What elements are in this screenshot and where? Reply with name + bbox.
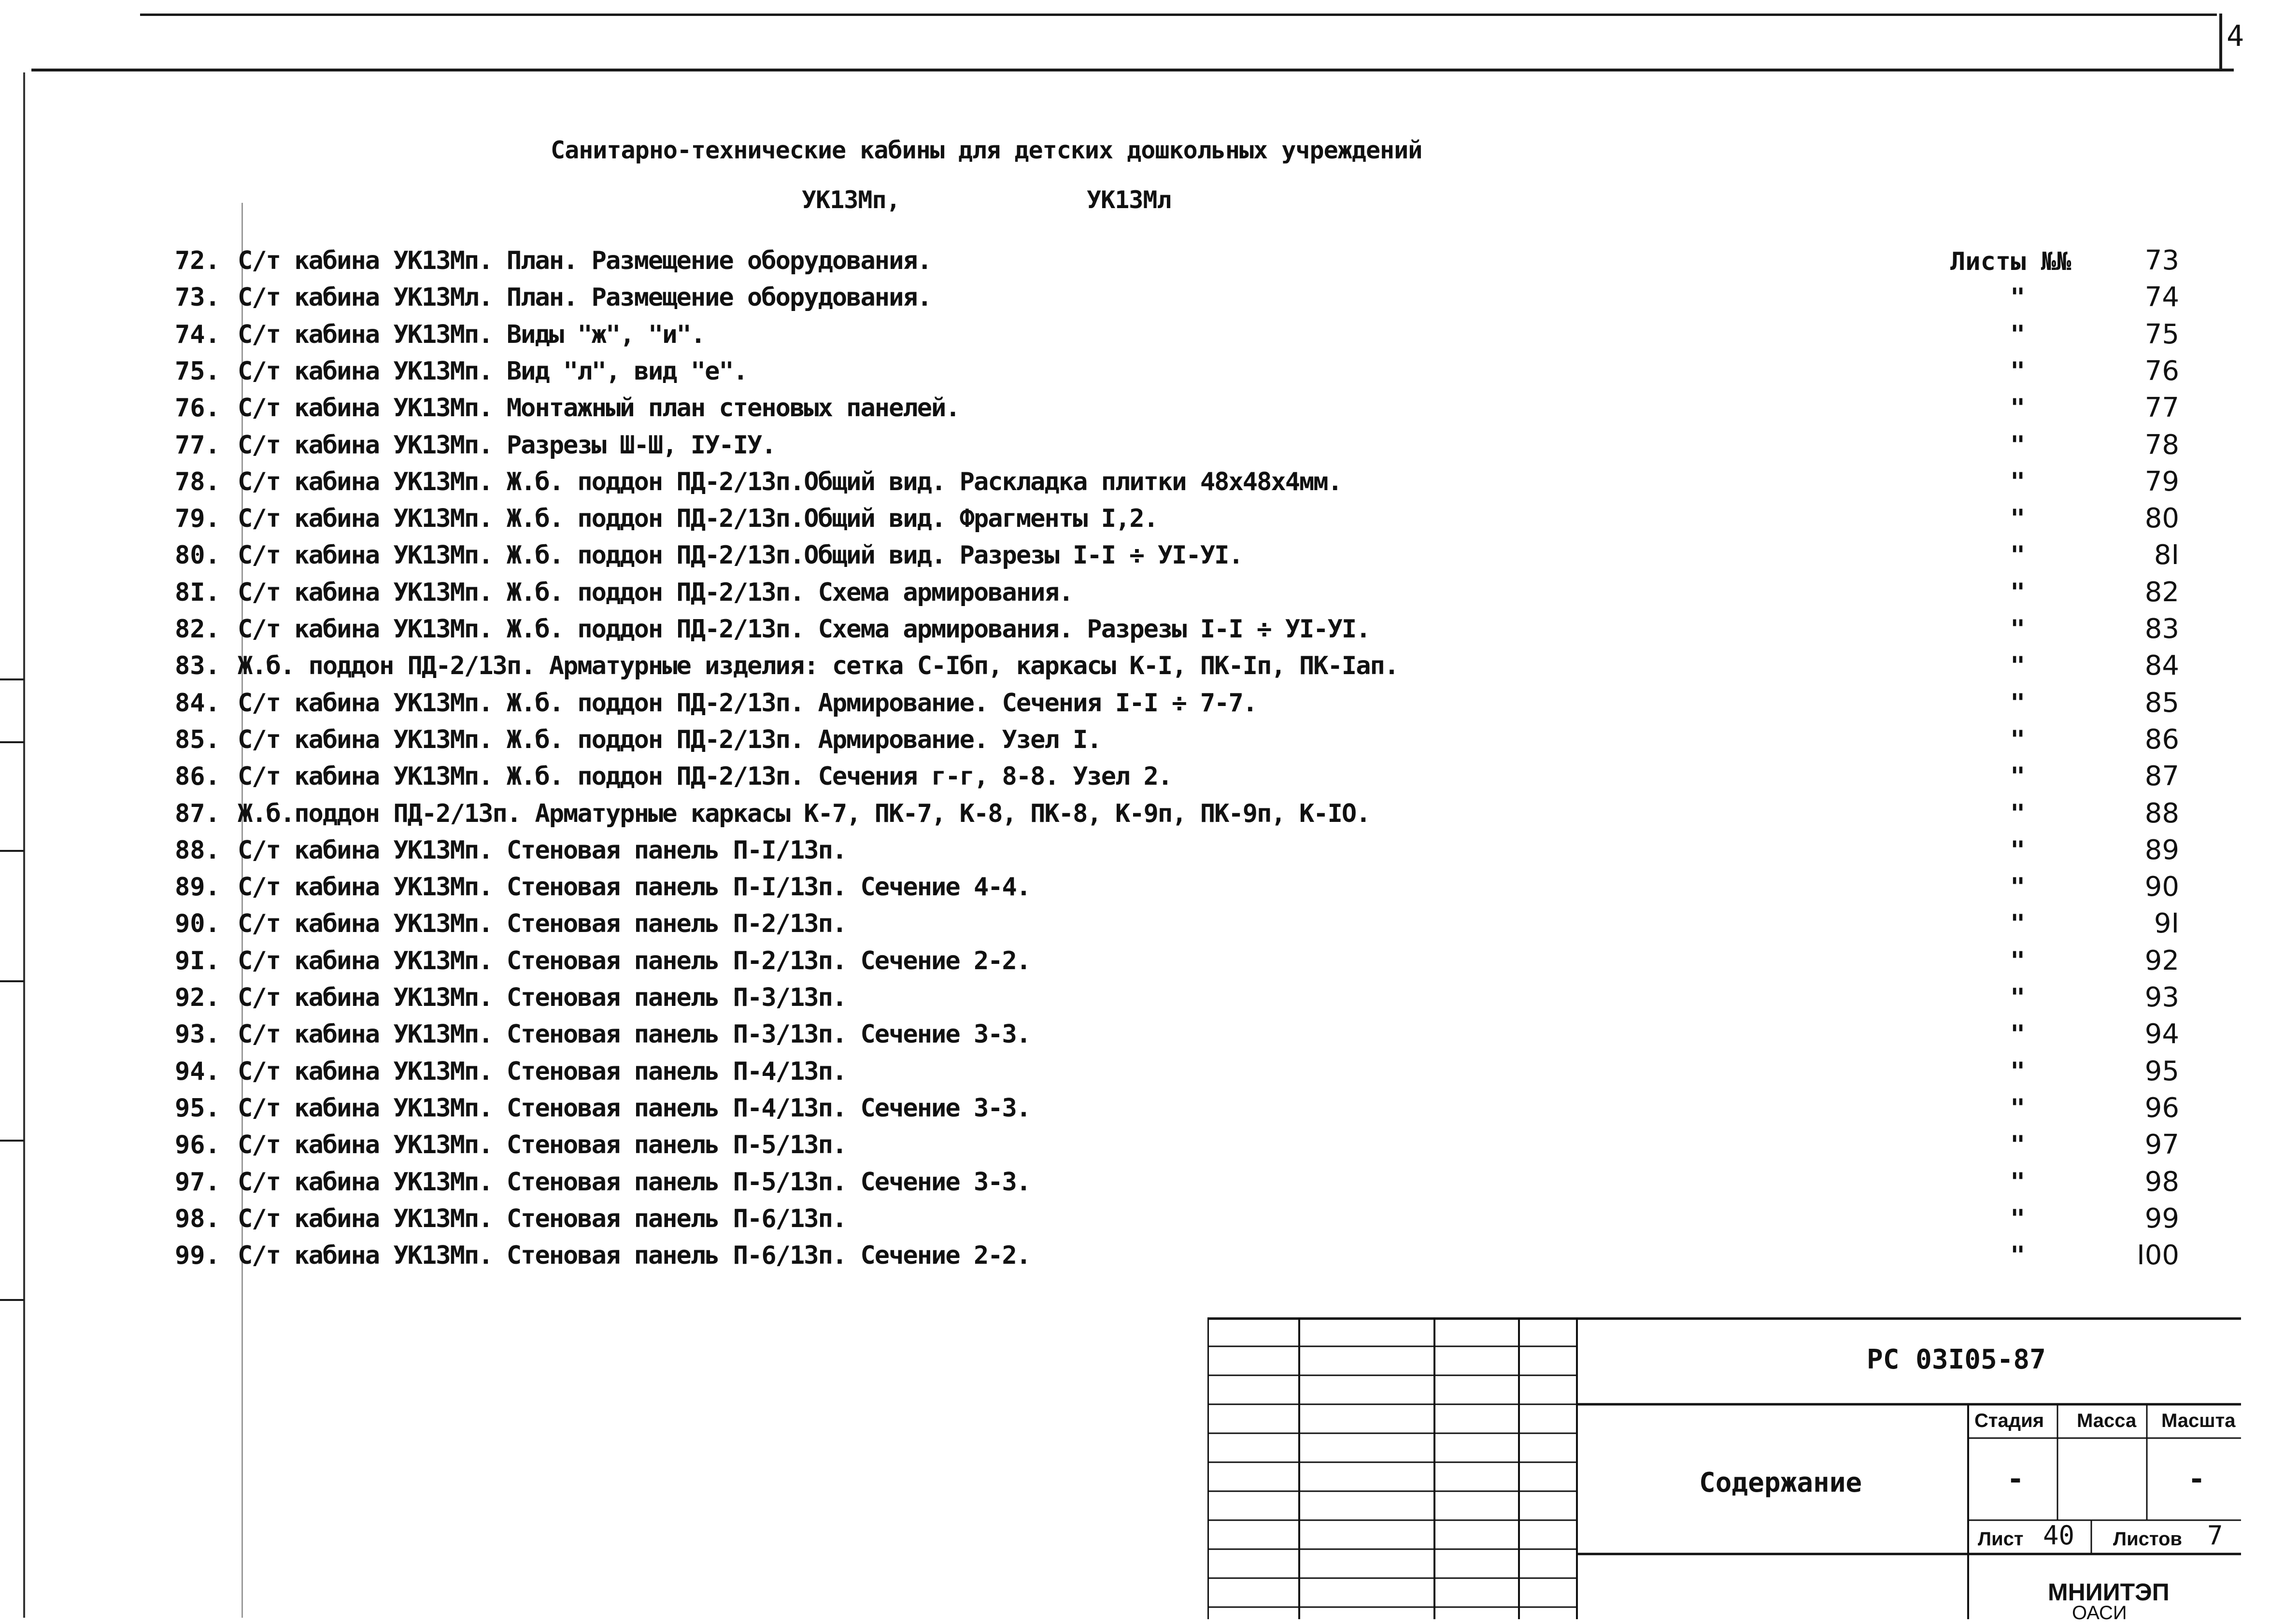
- item-number: 83.: [175, 651, 220, 681]
- ditto-mark: ": [2010, 504, 2026, 534]
- ditto-mark: ": [2010, 320, 2026, 349]
- item-text: С/т кабина УК13Мп. Вид "л", вид "е".: [238, 356, 748, 386]
- document-code: РС 03I05-87: [1867, 1344, 2046, 1375]
- list-item: [175, 427, 2194, 464]
- ditto-mark: ": [2010, 725, 2026, 754]
- list-item: [175, 574, 2194, 611]
- item-text: С/т кабина УК13Мп. Ж.б. поддон ПД-2/13п. Армирование. Узел I.: [238, 725, 1101, 754]
- list-item: [175, 905, 2194, 942]
- list-item: [175, 537, 2194, 574]
- ditto-mark: ": [2010, 578, 2026, 607]
- sheet-number: 75: [2144, 318, 2179, 350]
- ditto-mark: ": [2010, 835, 2026, 865]
- item-text: С/т кабина УК13Мл. План. Размещение оборудования.: [238, 283, 932, 312]
- list-item: [175, 1053, 2194, 1090]
- sheet-value: 40: [2043, 1520, 2075, 1551]
- item-text: С/т кабина УК13Мп. Стеновая панель П-I/13п. Сечение 4-4.: [238, 873, 1031, 902]
- list-item: [175, 685, 2194, 721]
- item-number: 72.: [175, 246, 220, 275]
- list-item: [175, 943, 2194, 979]
- ditto-mark: ": [2010, 394, 2026, 423]
- ditto-mark: ": [2010, 1020, 2026, 1049]
- sheet-label: Лист: [1978, 1528, 2024, 1550]
- margin-tick: [0, 678, 24, 680]
- item-text: С/т кабина УК13Мп. Ж.б. поддон ПД-2/13п.Общий вид. Разрезы I-I ÷ УI-УI.: [238, 541, 1243, 570]
- item-text: С/т кабина УК13Мп. Ж.б. поддон ПД-2/13п. Сечения г-г, 8-8. Узел 2.: [238, 762, 1172, 791]
- list-item: [175, 316, 2194, 353]
- item-number: 85.: [175, 725, 220, 754]
- corner-mark: 4: [2227, 19, 2244, 53]
- list-item: [175, 390, 2194, 426]
- item-number: 93.: [175, 1020, 220, 1049]
- ditto-mark: ": [2010, 1204, 2026, 1233]
- item-number: 89.: [175, 873, 220, 902]
- item-number: 77.: [175, 430, 220, 460]
- item-text: С/т кабина УК13Мп. Стеновая панель П-4/13п.: [238, 1057, 847, 1086]
- list-item: [175, 464, 2194, 500]
- ditto-mark: ": [2010, 651, 2026, 681]
- item-number: 95.: [175, 1093, 220, 1123]
- ditto-mark: ": [2010, 1057, 2026, 1086]
- sheet-number: 79: [2144, 466, 2179, 497]
- sheet-number: 8I: [2154, 539, 2179, 571]
- sheet-number: 9I: [2154, 908, 2179, 940]
- list-item: [175, 279, 2194, 316]
- sheet-number: 83: [2144, 613, 2179, 645]
- item-text: С/т кабина УК13Мп. Стеновая панель П-5/13п. Сечение 3-3.: [238, 1167, 1031, 1197]
- scale-label: Масшта: [2161, 1410, 2236, 1431]
- list-item: [175, 832, 2194, 869]
- item-text: С/т кабина УК13Мп. Стеновая панель П-6/13п. Сечение 2-2.: [238, 1241, 1031, 1271]
- sheet-number: 99: [2144, 1202, 2179, 1234]
- item-text: С/т кабина УК13Мп. Монтажный план стеновых панелей.: [238, 394, 960, 423]
- margin-tick: [0, 1299, 24, 1301]
- item-number: 78.: [175, 467, 220, 496]
- item-number: 94.: [175, 1057, 220, 1086]
- item-text: С/т кабина УК13Мп. План. Размещение оборудования.: [238, 246, 932, 275]
- ditto-mark: ": [2010, 946, 2026, 975]
- frame-top-line-inner: [31, 69, 2234, 71]
- sheet-number: 94: [2144, 1018, 2179, 1050]
- item-text: С/т кабина УК13Мп. Ж.б. поддон ПД-2/13п. Схема армирования. Разрезы I-I ÷ УI-УI.: [238, 615, 1370, 644]
- item-number: 90.: [175, 909, 220, 939]
- list-item: [175, 1200, 2194, 1237]
- ditto-mark: ": [2010, 283, 2026, 312]
- item-number: 96.: [175, 1130, 220, 1160]
- ditto-mark: ": [2010, 430, 2026, 460]
- item-number: 92.: [175, 983, 220, 1012]
- item-text: С/т кабина УК13Мп. Стеновая панель П-2/13п. Сечение 2-2.: [238, 946, 1031, 975]
- item-number: 75.: [175, 356, 220, 386]
- list-item: [175, 500, 2194, 537]
- ditto-mark: ": [2010, 356, 2026, 386]
- sheet-number: 92: [2144, 945, 2179, 976]
- item-number: 76.: [175, 394, 220, 423]
- list-item: [175, 869, 2194, 905]
- item-text: С/т кабина УК13Мп. Разрезы Ш-Ш, IУ-IУ.: [238, 430, 776, 460]
- margin-tick: [0, 850, 24, 852]
- item-text: Ж.б. поддон ПД-2/13п. Арматурные изделия: сетка С-Iбп, каркасы К-I, ПК-Iп, ПК-Iап.: [238, 651, 1399, 681]
- sheet-number: 85: [2144, 687, 2179, 719]
- sheet-number: 96: [2144, 1092, 2179, 1124]
- mass-label: Масса: [2077, 1410, 2137, 1431]
- organization-sub: ОАСИ: [2072, 1602, 2127, 1624]
- ditto-mark: ": [2010, 688, 2026, 718]
- item-text: С/т кабина УК13Мп. Виды "ж", "и".: [238, 320, 705, 349]
- list-item: [175, 353, 2194, 390]
- list-item: [175, 611, 2194, 648]
- sheet-number: 73: [2144, 245, 2179, 276]
- ditto-mark: ": [2010, 1093, 2026, 1123]
- list-item: [175, 1237, 2194, 1274]
- sheet-number: 84: [2144, 650, 2179, 682]
- left-binding-line: [23, 72, 25, 1618]
- document-title: Содержание: [1699, 1467, 1862, 1498]
- ditto-mark: ": [2010, 1167, 2026, 1197]
- item-text: С/т кабина УК13Мп. Ж.б. поддон ПД-2/13п. Армирование. Сечения I-I ÷ 7-7.: [238, 688, 1257, 718]
- ditto-mark: ": [2010, 541, 2026, 570]
- item-text: С/т кабина УК13Мп. Стеновая панель П-3/13п. Сечение 3-3.: [238, 1020, 1031, 1049]
- item-text: С/т кабина УК13Мп. Стеновая панель П-5/13п.: [238, 1130, 847, 1160]
- sheet-number: 82: [2144, 576, 2179, 608]
- item-text: Ж.б.поддон ПД-2/13п. Арматурные каркасы К-7, ПК-7, К-8, ПК-8, К-9п, ПК-9п, К-IО.: [238, 799, 1370, 828]
- sheet-number: 86: [2144, 723, 2179, 755]
- sheet-number: 80: [2144, 503, 2179, 535]
- sheet-number: 74: [2144, 282, 2179, 313]
- margin-tick: [0, 741, 24, 743]
- organization-name: МНИИТЭП: [2048, 1579, 2170, 1606]
- sheet-number: 78: [2144, 429, 2179, 461]
- list-item: [175, 721, 2194, 758]
- sheet-number: 88: [2144, 797, 2179, 829]
- sheet-number: 93: [2144, 982, 2179, 1013]
- list-item: [175, 758, 2194, 795]
- sheet-number: 90: [2144, 871, 2179, 903]
- item-number: 9I.: [175, 946, 220, 975]
- list-item: [175, 648, 2194, 684]
- ditto-mark: ": [2010, 799, 2026, 828]
- sheet-number: 97: [2144, 1129, 2179, 1161]
- sheet-number: 95: [2144, 1055, 2179, 1087]
- sheets-count-label: Листов: [2113, 1528, 2182, 1550]
- item-number: 73.: [175, 283, 220, 312]
- stage-value: -: [2007, 1462, 2025, 1496]
- list-item: [175, 1164, 2194, 1200]
- item-number: 86.: [175, 762, 220, 791]
- ditto-mark: ": [2010, 615, 2026, 644]
- margin-tick: [0, 1140, 24, 1142]
- sheet-number: 98: [2144, 1166, 2179, 1198]
- item-text: С/т кабина УК13Мп. Ж.б. поддон ПД-2/13п.Общий вид. Фрагменты I,2.: [238, 504, 1158, 534]
- ditto-mark: ": [2010, 762, 2026, 791]
- page-title: Санитарно-технические кабины для детских дошкольных учреждений: [551, 136, 1422, 164]
- list-item: [175, 1090, 2194, 1127]
- ditto-mark: ": [2010, 983, 2026, 1012]
- frame-top-line-outer: [140, 14, 2217, 16]
- ditto-mark: ": [2010, 873, 2026, 902]
- cabin-code-1: УК13Мп,: [802, 186, 900, 214]
- cabin-code-2: УК13Мл: [1087, 186, 1171, 214]
- item-number: 80.: [175, 541, 220, 570]
- item-text: С/т кабина УК13Мп. Стеновая панель П-2/13п.: [238, 909, 847, 939]
- item-text: С/т кабина УК13Мп. Стеновая панель П-6/13п.: [238, 1204, 847, 1233]
- stage-label: Стадия: [1974, 1410, 2044, 1431]
- item-number: 88.: [175, 835, 220, 865]
- list-item: [175, 242, 2194, 279]
- margin-tick: [0, 980, 24, 982]
- item-text: С/т кабина УК13Мп. Ж.б. поддон ПД-2/13п. Схема армирования.: [238, 578, 1073, 607]
- title-block: [1207, 1317, 2270, 1624]
- ditto-mark: ": [2010, 1130, 2026, 1160]
- item-text: С/т кабина УК13Мп. Стеновая панель П-4/13п. Сечение 3-3.: [238, 1093, 1031, 1123]
- item-text: С/т кабина УК13Мп. Ж.б. поддон ПД-2/13п.Общий вид. Раскладка плитки 48х48х4мм.: [238, 467, 1342, 496]
- sheet-number: 76: [2144, 355, 2179, 387]
- item-number: 84.: [175, 688, 220, 718]
- list-item: [175, 979, 2194, 1016]
- ditto-mark: ": [2010, 909, 2026, 939]
- item-number: 74.: [175, 320, 220, 349]
- sheets-count-value: 7: [2207, 1520, 2223, 1551]
- scale-value: -: [2188, 1462, 2206, 1496]
- ditto-mark: ": [2010, 1241, 2026, 1271]
- item-number: 87.: [175, 799, 220, 828]
- sheets-column-label: Листы №№: [1950, 247, 2071, 276]
- sheet-number: 87: [2144, 761, 2179, 792]
- list-item: [175, 1127, 2194, 1163]
- item-number: 8I.: [175, 578, 220, 607]
- list-item: [175, 1016, 2194, 1053]
- sheet-number: 77: [2144, 392, 2179, 424]
- ditto-mark: ": [2010, 467, 2026, 496]
- sheet-number: 89: [2144, 834, 2179, 866]
- item-number: 99.: [175, 1241, 220, 1271]
- item-number: 98.: [175, 1204, 220, 1233]
- item-text: С/т кабина УК13Мп. Стеновая панель П-I/13п.: [238, 835, 847, 865]
- item-text: С/т кабина УК13Мп. Стеновая панель П-3/13п.: [238, 983, 847, 1012]
- list-item: [175, 795, 2194, 832]
- item-number: 82.: [175, 615, 220, 644]
- item-number: 97.: [175, 1167, 220, 1197]
- frame-right-line: [2219, 14, 2222, 71]
- item-number: 79.: [175, 504, 220, 534]
- sheet-number: I00: [2137, 1240, 2179, 1271]
